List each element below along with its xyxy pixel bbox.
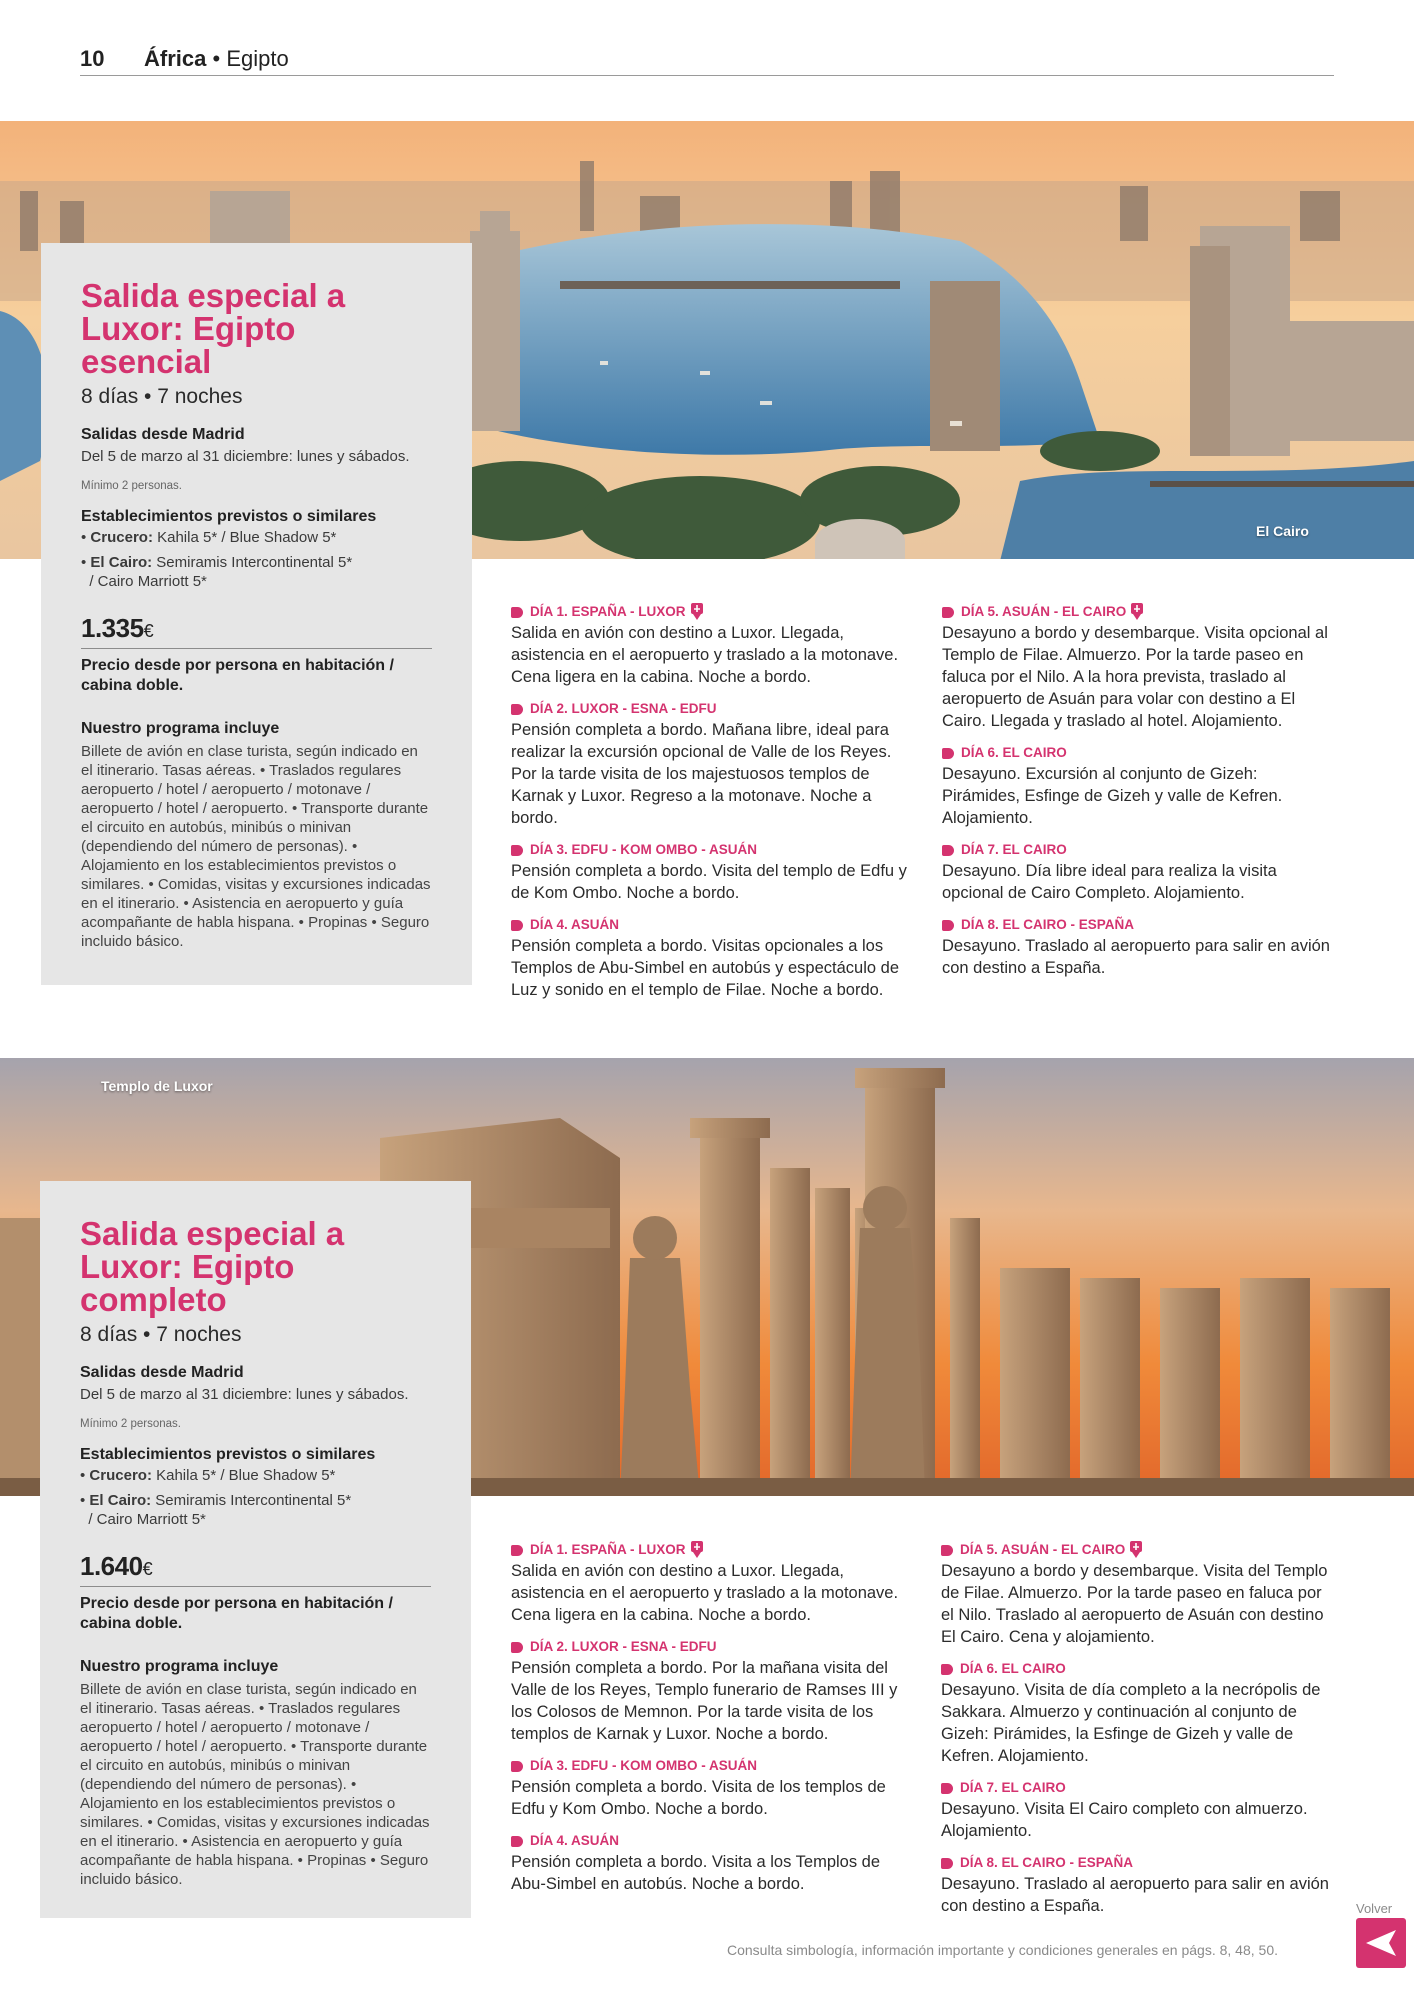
tag-icon	[941, 1545, 953, 1556]
day-text: Pensión completa a bordo. Visita a los Templos de Abu-Simbel en autobús. Noche a bordo.	[511, 1853, 881, 1893]
minimum-people: Mínimo 2 personas.	[81, 480, 182, 492]
trip-title-line: Luxor: Egipto esencial	[81, 310, 296, 380]
hotel-names: Semiramis Intercontinental 5*	[155, 1492, 352, 1509]
itinerary-day	[511, 1540, 907, 1626]
breadcrumb	[144, 46, 289, 72]
trip-info-box	[41, 243, 472, 985]
arrow-left-icon	[1356, 1918, 1406, 1968]
tag-icon	[511, 1761, 523, 1772]
day-text: Desayuno. Traslado al aeropuerto para salir en avión con destino a España.	[942, 937, 1330, 977]
flight-icon	[689, 1541, 705, 1559]
day-title: DÍA 3. EDFU - KOM OMBO - ASUÁN	[530, 1758, 757, 1773]
itinerary-day	[941, 1540, 1337, 1648]
trip-title	[81, 279, 432, 378]
day-title: DÍA 4. ASUÁN	[530, 917, 620, 932]
flight-icon	[1129, 603, 1145, 621]
day-title: DÍA 5. ASUÁN - EL CAIRO	[960, 1542, 1126, 1557]
tag-icon	[941, 1783, 953, 1794]
departures-text: Del 5 de marzo al 31 diciembre: lunes y sábados.	[81, 448, 410, 465]
day-text: Desayuno. Visita de día completo a la necrópolis de Sakkara. Almuerzo y continuación al conjunto de Gizeh: Pirámides, la Esfinge de Gizeh y valle de Kefren. Alojamiento.	[941, 1681, 1321, 1765]
day-title: DÍA 2. LUXOR - ESNA - EDFU	[530, 1639, 717, 1654]
day-text: Pensión completa a bordo. Visita de los templos de Edfu y Kom Ombo. Noche a bordo.	[511, 1778, 886, 1818]
hotel-label: El Cairo:	[90, 554, 153, 571]
tag-icon	[511, 607, 523, 618]
price-currency: €	[143, 621, 154, 641]
itinerary-day	[941, 1853, 1337, 1917]
day-heading	[511, 699, 907, 719]
day-heading	[941, 1659, 1337, 1679]
day-text: Desayuno a bordo y desembarque. Visita opcional al Templo de Filae. Almuerzo. Por la tarde paseo en faluca por el Nilo. A la hora prevista, traslado al aeropuerto de Asuán para volar con destino a El Cairo. Llegada y traslado al hotel. Alojamiento.	[942, 624, 1328, 730]
day-heading	[511, 1756, 907, 1776]
day-heading	[511, 915, 907, 935]
day-heading	[941, 1540, 1337, 1560]
minimum-people: Mínimo 2 personas.	[80, 1418, 181, 1430]
includes-heading: Nuestro programa incluye	[80, 1658, 279, 1675]
day-title: DÍA 7. EL CAIRO	[961, 842, 1067, 857]
day-text: Salida en avión con destino a Luxor. Llegada, asistencia en el aeropuerto y traslado a la motonave. Cena ligera en la cabina. Noche a bordo.	[511, 624, 899, 686]
trip-price	[80, 1551, 431, 1582]
itinerary-day	[942, 915, 1338, 979]
departures-text: Del 5 de marzo al 31 diciembre: lunes y sábados.	[80, 1386, 409, 1403]
day-text: Desayuno a bordo y desembarque. Visita del Templo de Filae. Almuerzo. Por la tarde paseo en faluca por el Nilo. Traslado al aeropuerto de Asuán con destino El Cairo. Cena y alojamiento.	[941, 1562, 1328, 1646]
includes-text: Billete de avión en clase turista, según indicado en el itinerario. Tasas aéreas. • Traslados regulares aeropuerto / hotel / aeropuerto / motonave / aeropuerto / hotel / aeropuerto. • Transporte durante el circuito en autobús, minibús o minivan (dependiendo del número de personas). • Alojamiento en los establecimientos previstos o similares. • Comidas, visitas y excursiones indicadas en el itinerario. • Asistencia en aeropuerto y guía acompañante de habla hispana. • Propinas • Seguro incluido básico.	[80, 1681, 430, 1888]
day-title: DÍA 1. ESPAÑA - LUXOR	[530, 604, 686, 619]
itinerary-column-left	[511, 602, 907, 1012]
hotel-cairo: • El Cairo: Semiramis Intercontinental 5* / Cairo Marriott 5*	[81, 554, 353, 590]
price-value: 1.640	[80, 1551, 143, 1581]
back-label[interactable]: Volver	[1356, 1901, 1393, 1916]
trip-info-box	[40, 1181, 471, 1918]
itinerary-day	[942, 743, 1338, 829]
hotel-names: Semiramis Intercontinental 5*	[156, 554, 353, 571]
day-title: DÍA 7. EL CAIRO	[960, 1780, 1066, 1795]
itinerary-day	[941, 1778, 1337, 1842]
day-text: Desayuno. Día libre ideal para realiza la visita opcional de Cairo Completo. Alojamiento.	[942, 862, 1277, 902]
page-header	[80, 44, 1334, 76]
trip-price	[81, 613, 432, 644]
day-title: DÍA 5. ASUÁN - EL CAIRO	[961, 604, 1127, 619]
page-number: 10	[80, 46, 105, 71]
trip-duration: 8 días • 7 noches	[80, 1323, 242, 1346]
day-title: DÍA 4. ASUÁN	[530, 1833, 620, 1848]
day-title: DÍA 2. LUXOR - ESNA - EDFU	[530, 701, 717, 716]
hotel-cruise: • Crucero: Kahila 5* / Blue Shadow 5*	[81, 529, 337, 546]
hotel-cairo: • El Cairo: Semiramis Intercontinental 5* / Cairo Marriott 5*	[80, 1492, 352, 1528]
day-title: DÍA 6. EL CAIRO	[960, 1661, 1066, 1676]
price-currency: €	[142, 1559, 153, 1579]
itinerary-column-right	[941, 1540, 1337, 1928]
trip-duration: 8 días • 7 noches	[81, 385, 243, 408]
flight-icon	[689, 603, 705, 621]
includes-text: Billete de avión en clase turista, según indicado en el itinerario. Tasas aéreas. • Traslados regulares aeropuerto / hotel / aeropuerto / motonave / aeropuerto / hotel / aeropuerto. • Transporte durante el circuito en autobús, minibús o minivan (dependiendo del número de personas). • Alojamiento en los establecimientos previstos o similares. • Comidas, visitas y excursiones indicadas en el itinerario. • Asistencia en aeropuerto y guía acompañante de habla hispana. • Propinas • Seguro incluido básico.	[81, 743, 431, 950]
day-text: Desayuno. Traslado al aeropuerto para salir en avión con destino a España.	[941, 1875, 1329, 1915]
day-title: DÍA 3. EDFU - KOM OMBO - ASUÁN	[530, 842, 757, 857]
itinerary-day	[511, 602, 907, 688]
trip-title-line: Salida especial a	[80, 1215, 345, 1252]
day-text: Pensión completa a bordo. Mañana libre, ideal para realizar la excursión opcional de Valle de los Reyes. Por la tarde visita de los majestuosos templos de Karnak y Luxor. Regreso a la motonave. Noche a bordo.	[511, 721, 892, 827]
hotel-names: Kahila 5* / Blue Shadow 5*	[157, 529, 337, 546]
tag-icon	[511, 1545, 523, 1556]
day-text: Desayuno. Excursión al conjunto de Gizeh: Pirámides, Esfinge de Gizeh y valle de Kefren. Alojamiento.	[942, 765, 1283, 827]
hotel-names: / Cairo Marriott 5*	[88, 1511, 206, 1528]
day-heading	[511, 1831, 907, 1851]
itinerary-column-left	[511, 1540, 907, 1906]
day-heading	[942, 743, 1338, 763]
departures-heading: Salidas desde Madrid	[80, 1364, 244, 1381]
price-value: 1.335	[81, 613, 144, 643]
day-text: Pensión completa a bordo. Por la mañana visita del Valle de los Reyes, Templo funerario de Ramses III y los Colosos de Memnon. Por la tarde visita de los templos de Karnak y Luxor. Noche a bordo.	[511, 1659, 898, 1743]
price-divider	[81, 648, 432, 649]
breadcrumb-region: África	[144, 46, 207, 71]
trip-title-line: Salida especial a	[81, 277, 346, 314]
hotels-heading: Establecimientos previstos o similares	[81, 508, 377, 525]
day-text: Salida en avión con destino a Luxor. Llegada, asistencia en el aeropuerto y traslado a la motonave. Cena ligera en la cabina. Noche a bordo.	[511, 1562, 899, 1624]
itinerary-day	[942, 602, 1338, 732]
tag-icon	[942, 920, 954, 931]
departures-heading: Salidas desde Madrid	[81, 426, 245, 443]
day-heading	[942, 840, 1338, 860]
price-note: Precio desde por persona en habitación / cabina doble.	[80, 1595, 393, 1632]
price-divider	[80, 1586, 431, 1587]
day-text: Pensión completa a bordo. Visita del templo de Edfu y de Kom Ombo. Noche a bordo.	[511, 862, 907, 902]
tag-icon	[511, 845, 523, 856]
flight-icon	[1128, 1541, 1144, 1559]
hotel-label: Crucero:	[89, 1467, 152, 1484]
day-heading	[511, 1540, 907, 1560]
day-title: DÍA 8. EL CAIRO - ESPAÑA	[960, 1855, 1134, 1870]
price-note: Precio desde por persona en habitación / cabina doble.	[81, 657, 394, 694]
itinerary-day	[511, 1637, 907, 1745]
breadcrumb-country: Egipto	[226, 46, 289, 71]
day-heading	[942, 915, 1338, 935]
tag-icon	[511, 1642, 523, 1653]
photo-caption: Templo de Luxor	[101, 1078, 213, 1094]
itinerary-day	[942, 840, 1338, 904]
breadcrumb-separator: •	[212, 46, 221, 71]
day-heading	[511, 602, 907, 622]
hotel-label: El Cairo:	[89, 1492, 152, 1509]
tag-icon	[942, 607, 954, 618]
hotel-names: / Cairo Marriott 5*	[89, 573, 207, 590]
tag-icon	[511, 920, 523, 931]
itinerary-day	[511, 1831, 907, 1895]
itinerary-day	[511, 1756, 907, 1820]
day-title: DÍA 1. ESPAÑA - LUXOR	[530, 1542, 686, 1557]
tag-icon	[942, 845, 954, 856]
day-text: Pensión completa a bordo. Visitas opcionales a los Templos de Abu-Simbel en autobús y espectáculo de Luz y sonido en el templo de Filae. Noche a bordo.	[511, 937, 899, 999]
day-heading	[941, 1778, 1337, 1798]
day-text: Desayuno. Visita El Cairo completo con almuerzo. Alojamiento.	[941, 1800, 1308, 1840]
day-title: DÍA 8. EL CAIRO - ESPAÑA	[961, 917, 1135, 932]
day-heading	[511, 1637, 907, 1657]
tag-icon	[941, 1664, 953, 1675]
footer-note: Consulta simbología, información importante y condiciones generales en págs. 8, 48, 50.	[727, 1942, 1278, 1958]
day-heading	[511, 840, 907, 860]
trip-title	[80, 1217, 431, 1316]
back-button[interactable]	[1356, 1918, 1406, 1968]
itinerary-day	[511, 840, 907, 904]
hotel-label: Crucero:	[90, 529, 153, 546]
hotel-cruise: • Crucero: Kahila 5* / Blue Shadow 5*	[80, 1467, 336, 1484]
hotels-heading: Establecimientos previstos o similares	[80, 1446, 376, 1463]
day-heading	[941, 1853, 1337, 1873]
trip-title-line: Luxor: Egipto completo	[80, 1248, 295, 1318]
includes-heading: Nuestro programa incluye	[81, 720, 280, 737]
hotel-names: Kahila 5* / Blue Shadow 5*	[156, 1467, 336, 1484]
itinerary-day	[941, 1659, 1337, 1767]
tag-icon	[942, 748, 954, 759]
day-title: DÍA 6. EL CAIRO	[961, 745, 1067, 760]
tag-icon	[511, 1836, 523, 1847]
tag-icon	[941, 1858, 953, 1869]
photo-caption: El Cairo	[1256, 523, 1309, 539]
itinerary-column-right	[942, 602, 1338, 990]
itinerary-day	[511, 915, 907, 1001]
day-heading	[942, 602, 1338, 622]
itinerary-day	[511, 699, 907, 829]
tag-icon	[511, 704, 523, 715]
